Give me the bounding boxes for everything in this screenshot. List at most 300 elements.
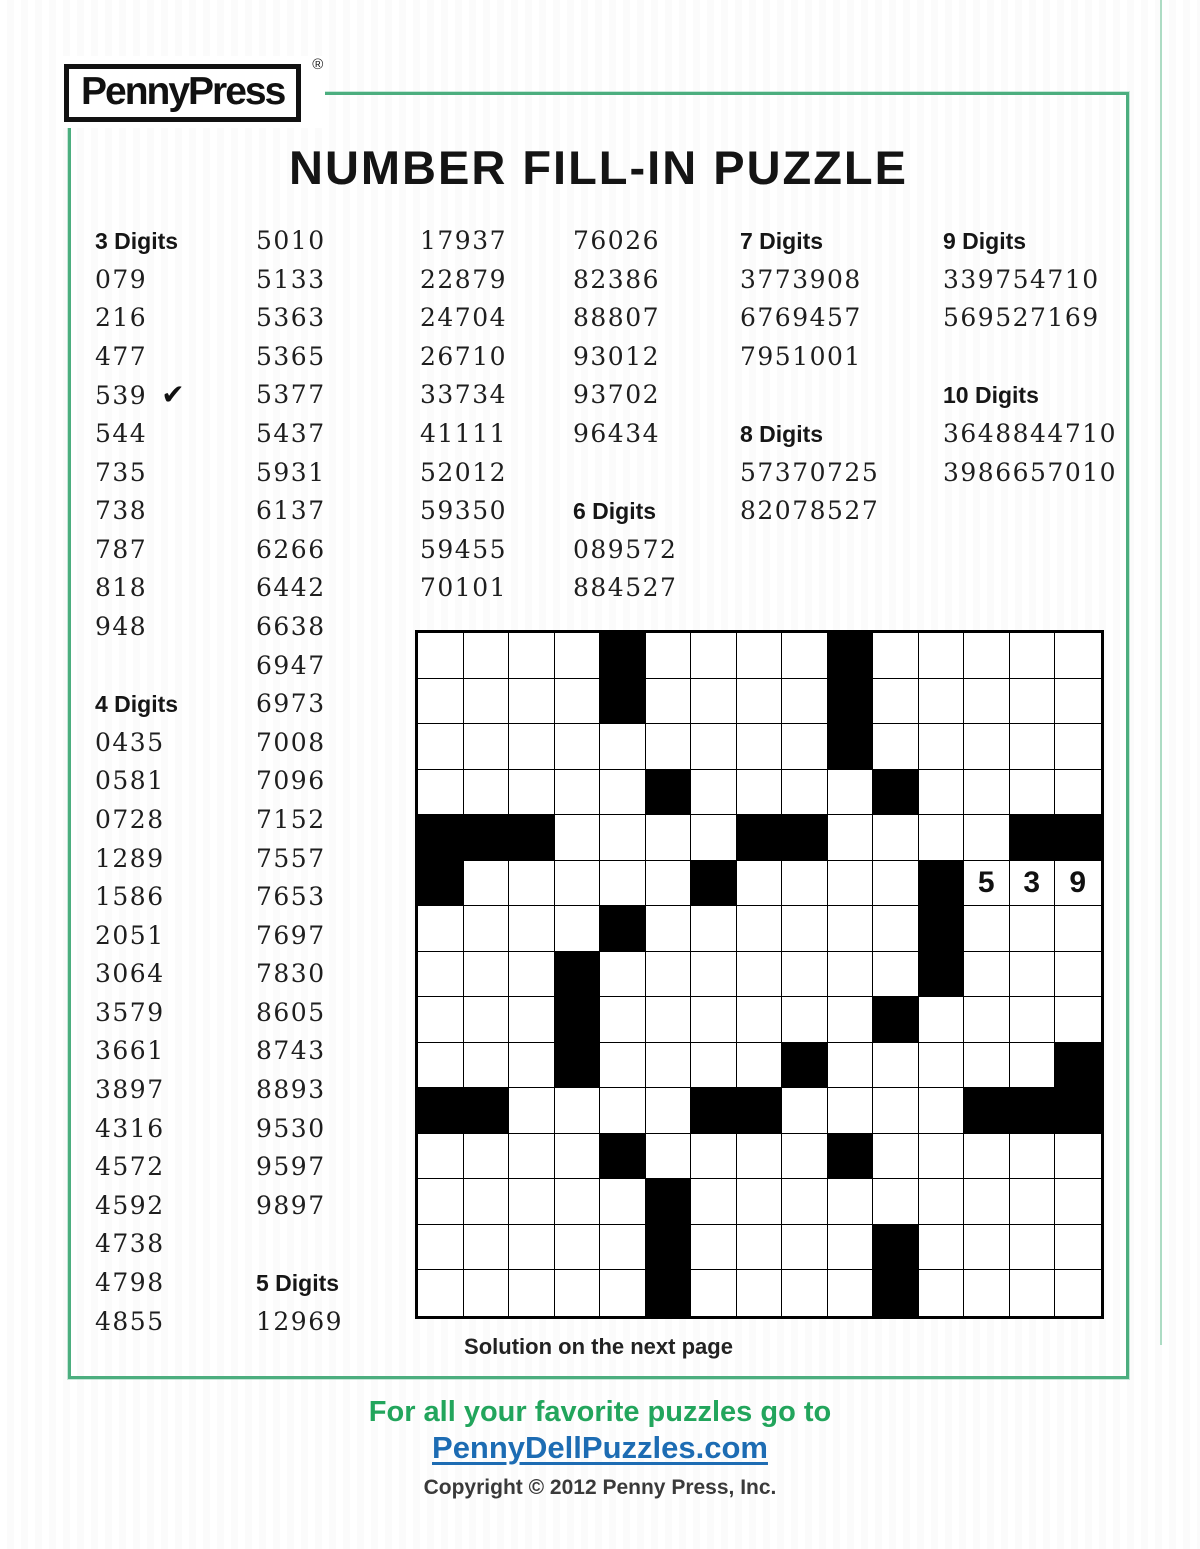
grid-cell[interactable]: [873, 861, 919, 907]
grid-cell[interactable]: [1055, 633, 1101, 679]
grid-cell[interactable]: [509, 1179, 555, 1225]
word-list-item: 818: [95, 573, 148, 603]
grid-cell[interactable]: [919, 1134, 965, 1180]
grid-cell[interactable]: [555, 1270, 601, 1316]
grid-cell[interactable]: [828, 815, 874, 861]
grid-cell[interactable]: [600, 997, 646, 1043]
grid-cell[interactable]: [964, 906, 1010, 952]
word-list-item: 3897: [95, 1075, 165, 1105]
grid-cell[interactable]: [737, 1134, 783, 1180]
grid-cell[interactable]: [691, 815, 737, 861]
grid-cell[interactable]: [1010, 906, 1056, 952]
grid-cell[interactable]: [555, 1088, 601, 1134]
word-list-item: 884527: [573, 573, 678, 603]
grid-cell[interactable]: [418, 952, 464, 998]
word-list-item: 26710: [420, 341, 508, 371]
word-list-item: 0728: [95, 804, 165, 834]
grid-black-cell: [873, 1225, 919, 1271]
grid-cell[interactable]: [828, 1179, 874, 1225]
grid-cell[interactable]: [964, 1179, 1010, 1225]
word-list-item: 3648844710: [943, 418, 1118, 448]
grid-black-cell: [737, 1088, 783, 1134]
grid-cell[interactable]: [919, 1088, 965, 1134]
word-list-item: 6947: [256, 650, 326, 680]
word-list-item: 5365: [256, 341, 326, 371]
grid-cell[interactable]: [1010, 952, 1056, 998]
grid-black-cell: [418, 1088, 464, 1134]
word-list-item: 9530: [256, 1113, 326, 1143]
word-list-item: 6266: [256, 534, 326, 564]
grid-cell[interactable]: [646, 724, 692, 770]
grid-cell[interactable]: [782, 724, 828, 770]
grid-cell[interactable]: [600, 1088, 646, 1134]
grid-cell[interactable]: [600, 770, 646, 816]
grid-black-cell: [600, 1134, 646, 1180]
grid-cell[interactable]: [555, 1179, 601, 1225]
grid-cell[interactable]: [418, 906, 464, 952]
grid-cell[interactable]: [1055, 1270, 1101, 1316]
word-list-item: 7697: [256, 920, 326, 950]
grid-cell[interactable]: [1055, 906, 1101, 952]
word-list-item: 787: [95, 534, 148, 564]
grid-cell[interactable]: [509, 1043, 555, 1089]
grid-black-cell: [873, 770, 919, 816]
grid-black-cell: [828, 724, 874, 770]
word-list-item: 5363: [256, 303, 326, 333]
word-list-item: 88807: [573, 303, 661, 333]
grid-cell[interactable]: [919, 1270, 965, 1316]
grid-cell[interactable]: [1055, 724, 1101, 770]
grid-cell[interactable]: [418, 633, 464, 679]
grid-cell[interactable]: [1010, 724, 1056, 770]
word-list-item: 4738: [95, 1229, 165, 1259]
grid-black-cell: [1055, 815, 1101, 861]
grid-cell[interactable]: [555, 1225, 601, 1271]
grid-cell[interactable]: [1055, 679, 1101, 725]
grid-cell[interactable]: [555, 633, 601, 679]
grid-cell[interactable]: [555, 1134, 601, 1180]
grid-black-cell: [600, 633, 646, 679]
grid-cell[interactable]: [828, 906, 874, 952]
word-list-item: 82078527: [740, 496, 880, 526]
grid-cell[interactable]: [1055, 997, 1101, 1043]
grid-cell[interactable]: [828, 997, 874, 1043]
grid-black-cell: [782, 1043, 828, 1089]
grid-cell[interactable]: [691, 952, 737, 998]
grid-cell[interactable]: [646, 952, 692, 998]
word-list-item: 2051: [95, 920, 165, 950]
word-list-item: 4855: [95, 1306, 165, 1336]
logo-text: PennyPress: [81, 70, 285, 113]
grid-cell[interactable]: [737, 906, 783, 952]
word-list-gap: [95, 647, 185, 686]
grid-cell[interactable]: [737, 952, 783, 998]
grid-black-cell: [919, 906, 965, 952]
grid-cell[interactable]: [782, 1225, 828, 1271]
grid-black-cell: [646, 1225, 692, 1271]
word-list-item: 22879: [420, 264, 508, 294]
grid-cell[interactable]: [691, 1134, 737, 1180]
grid-cell[interactable]: [964, 1270, 1010, 1316]
grid-cell[interactable]: [737, 679, 783, 725]
word-list-item: 0435: [95, 727, 165, 757]
word-list-column-6: [943, 222, 1117, 492]
word-list-item: 59350: [420, 496, 508, 526]
grid-cell[interactable]: [1010, 1270, 1056, 1316]
word-list-gap: [943, 338, 1117, 377]
grid-cell[interactable]: [418, 1225, 464, 1271]
grid-cell[interactable]: [691, 724, 737, 770]
word-list-item: 93012: [573, 341, 661, 371]
word-list-item: 52012: [420, 457, 508, 487]
word-list-item: 6442: [256, 573, 326, 603]
grid-black-cell: [828, 633, 874, 679]
grid-black-cell: [646, 1179, 692, 1225]
grid-cell[interactable]: [919, 997, 965, 1043]
word-list-item: 1289: [95, 843, 165, 873]
grid-cell[interactable]: [782, 770, 828, 816]
grid-cell[interactable]: [464, 633, 510, 679]
grid-cell[interactable]: [737, 997, 783, 1043]
grid-cell[interactable]: [418, 770, 464, 816]
word-list-item: 5133: [256, 264, 326, 294]
grid-cell[interactable]: [646, 815, 692, 861]
grid-cell[interactable]: [646, 679, 692, 725]
grid-cell[interactable]: [555, 815, 601, 861]
grid-cell[interactable]: [873, 815, 919, 861]
word-list-item: 216: [95, 303, 148, 333]
grid-cell[interactable]: [1010, 997, 1056, 1043]
grid-cell[interactable]: [964, 815, 1010, 861]
grid-black-cell: [418, 861, 464, 907]
grid-cell[interactable]: [600, 724, 646, 770]
word-list-item: 477: [95, 341, 148, 371]
copyright-text: Copyright © 2012 Penny Press, Inc.: [423, 1476, 777, 1499]
grid-cell[interactable]: [1055, 1225, 1101, 1271]
grid-cell[interactable]: [1010, 1179, 1056, 1225]
grid-cell[interactable]: [1055, 1134, 1101, 1180]
grid-cell[interactable]: [873, 1043, 919, 1089]
word-list-item: 7557: [256, 843, 326, 873]
word-list-item: 089572: [573, 534, 678, 564]
word-list-item: 93702: [573, 380, 661, 410]
grid-cell[interactable]: [691, 1225, 737, 1271]
grid-cell[interactable]: [691, 770, 737, 816]
grid-cell[interactable]: [964, 770, 1010, 816]
word-list-item: 3986657010: [943, 457, 1118, 487]
word-list-item: 8605: [256, 997, 326, 1027]
grid-cell[interactable]: [737, 1270, 783, 1316]
grid-cell[interactable]: [509, 1134, 555, 1180]
grid-cell[interactable]: [782, 1134, 828, 1180]
grid-black-cell: [919, 861, 965, 907]
grid-cell[interactable]: [600, 1179, 646, 1225]
word-list-item: 4592: [95, 1190, 165, 1220]
grid-cell[interactable]: [873, 679, 919, 725]
grid-cell[interactable]: [464, 1043, 510, 1089]
grid-cell[interactable]: [919, 679, 965, 725]
grid-cell[interactable]: [737, 1225, 783, 1271]
grid-cell[interactable]: [464, 1134, 510, 1180]
grid-cell[interactable]: [737, 861, 783, 907]
grid-cell[interactable]: [1055, 1179, 1101, 1225]
grid-cell[interactable]: [691, 633, 737, 679]
grid-cell[interactable]: [828, 952, 874, 998]
grid-cell[interactable]: [919, 1043, 965, 1089]
grid-cell[interactable]: [464, 770, 510, 816]
word-list-item: 96434: [573, 418, 661, 448]
word-list-item: 079: [95, 264, 148, 294]
grid-cell[interactable]: [509, 1270, 555, 1316]
grid-cell[interactable]: [964, 633, 1010, 679]
grid-cell[interactable]: [464, 724, 510, 770]
grid-cell[interactable]: [737, 770, 783, 816]
grid-cell[interactable]: [873, 906, 919, 952]
word-list-item: 59455: [420, 534, 508, 564]
grid-cell[interactable]: [464, 1270, 510, 1316]
word-list-column-2: [256, 222, 343, 1341]
grid-cell[interactable]: [600, 1270, 646, 1316]
grid-cell[interactable]: [782, 1088, 828, 1134]
grid-cell[interactable]: [691, 906, 737, 952]
grid-cell[interactable]: [418, 1043, 464, 1089]
grid-cell[interactable]: [782, 679, 828, 725]
grid-cell[interactable]: [919, 633, 965, 679]
word-list-gap: [573, 454, 677, 493]
grid-cell[interactable]: [737, 724, 783, 770]
grid-cell[interactable]: [1010, 1225, 1056, 1271]
grid-cell[interactable]: [1010, 1134, 1056, 1180]
word-list-gap: [740, 376, 879, 415]
grid-black-cell: [828, 679, 874, 725]
grid-cell[interactable]: [964, 1225, 1010, 1271]
grid-cell[interactable]: [691, 679, 737, 725]
grid-cell[interactable]: [964, 997, 1010, 1043]
word-list-item: 7152: [256, 804, 326, 834]
grid-cell[interactable]: [964, 679, 1010, 725]
word-list-item: 5010: [256, 226, 326, 255]
grid-cell-prefilled[interactable]: 9: [1055, 861, 1101, 907]
word-list-item: 70101: [420, 573, 508, 603]
grid-cell[interactable]: [646, 861, 692, 907]
word-list-column-1: [95, 222, 185, 1341]
grid-cell-prefilled[interactable]: 3: [1010, 861, 1056, 907]
grid-black-cell: [782, 815, 828, 861]
word-list-item: 3579: [95, 997, 165, 1027]
word-list-item: 0581: [95, 766, 165, 796]
grid-cell[interactable]: [737, 633, 783, 679]
grid-cell[interactable]: [782, 997, 828, 1043]
grid-black-cell: [964, 1088, 1010, 1134]
grid-cell[interactable]: [464, 997, 510, 1043]
grid-cell[interactable]: [782, 1179, 828, 1225]
grid-cell[interactable]: [509, 1088, 555, 1134]
word-list-item: 5931: [256, 457, 326, 487]
grid-cell[interactable]: [646, 1043, 692, 1089]
grid-cell[interactable]: [873, 1134, 919, 1180]
grid-cell[interactable]: [509, 906, 555, 952]
word-list-item: 7008: [256, 727, 326, 757]
grid-black-cell: [1010, 1088, 1056, 1134]
grid-cell[interactable]: [418, 1134, 464, 1180]
word-list-item: 6973: [256, 689, 326, 719]
grid-cell[interactable]: [418, 724, 464, 770]
grid-cell[interactable]: [873, 724, 919, 770]
grid-cell[interactable]: [464, 1225, 510, 1271]
grid-cell[interactable]: [691, 997, 737, 1043]
word-list-item: 57370725: [740, 457, 880, 487]
grid-cell[interactable]: [509, 997, 555, 1043]
word-list-item: 3661: [95, 1036, 165, 1066]
grid-cell[interactable]: [509, 770, 555, 816]
word-list-column-3: [420, 222, 507, 608]
grid-black-cell: [873, 997, 919, 1043]
grid-cell[interactable]: [646, 906, 692, 952]
grid-cell[interactable]: [873, 952, 919, 998]
grid-cell[interactable]: [828, 1043, 874, 1089]
grid-cell[interactable]: [600, 952, 646, 998]
grid-black-cell: [555, 997, 601, 1043]
word-list-item: 1586: [95, 882, 165, 912]
grid-cell[interactable]: [509, 1225, 555, 1271]
grid-black-cell: [464, 815, 510, 861]
grid-cell[interactable]: [418, 997, 464, 1043]
pennypress-logo: [56, 56, 325, 128]
grid-cell[interactable]: [737, 1179, 783, 1225]
word-list-column-4: [573, 222, 677, 608]
grid-cell[interactable]: [509, 952, 555, 998]
grid-cell[interactable]: [464, 906, 510, 952]
grid-black-cell: [509, 815, 555, 861]
grid-cell[interactable]: [737, 1043, 783, 1089]
grid-cell[interactable]: [919, 770, 965, 816]
grid-cell[interactable]: [964, 1134, 1010, 1180]
word-list-item: 4798: [95, 1268, 165, 1298]
grid-cell[interactable]: [1055, 952, 1101, 998]
grid-cell[interactable]: [828, 770, 874, 816]
grid-cell[interactable]: [555, 770, 601, 816]
grid-cell[interactable]: [828, 1088, 874, 1134]
grid-cell[interactable]: [646, 1088, 692, 1134]
grid-cell[interactable]: [464, 1179, 510, 1225]
grid-cell[interactable]: [782, 633, 828, 679]
grid-black-cell: [646, 770, 692, 816]
grid-cell[interactable]: [1010, 1043, 1056, 1089]
grid-cell[interactable]: [509, 724, 555, 770]
grid-cell[interactable]: [509, 633, 555, 679]
grid-cell[interactable]: [782, 861, 828, 907]
grid-cell[interactable]: [600, 861, 646, 907]
grid-cell[interactable]: [828, 1225, 874, 1271]
checkmark-icon: ✔: [161, 378, 185, 412]
grid-cell[interactable]: [418, 679, 464, 725]
grid-cell[interactable]: [555, 679, 601, 725]
grid-cell[interactable]: [873, 1088, 919, 1134]
word-list-item: 6638: [256, 611, 326, 641]
grid-cell[interactable]: [646, 997, 692, 1043]
grid-cell[interactable]: [555, 861, 601, 907]
grid-cell[interactable]: [964, 724, 1010, 770]
grid-cell[interactable]: [873, 1179, 919, 1225]
word-list-item: 82386: [573, 264, 661, 294]
grid-cell[interactable]: [464, 679, 510, 725]
grid-cell[interactable]: [828, 861, 874, 907]
grid-cell[interactable]: [646, 1134, 692, 1180]
word-list-item: 539 ✔: [95, 378, 185, 412]
grid-cell[interactable]: [873, 633, 919, 679]
grid-cell[interactable]: [964, 952, 1010, 998]
grid-cell[interactable]: [1010, 633, 1056, 679]
word-list-item: 9597: [256, 1152, 326, 1182]
word-list-item: 948: [95, 611, 148, 641]
grid-cell[interactable]: [600, 1043, 646, 1089]
word-list-item: 8893: [256, 1075, 326, 1105]
grid-cell-prefilled[interactable]: 5: [964, 861, 1010, 907]
grid-cell[interactable]: [691, 1043, 737, 1089]
grid-cell[interactable]: [964, 1043, 1010, 1089]
grid-cell[interactable]: [828, 1270, 874, 1316]
word-list-item: 76026: [573, 226, 661, 255]
grid-cell[interactable]: [509, 861, 555, 907]
grid-cell[interactable]: [919, 815, 965, 861]
grid-cell[interactable]: [782, 952, 828, 998]
grid-black-cell: [828, 1134, 874, 1180]
pennydellpuzzles-link[interactable]: PennyDellPuzzles.com: [432, 1430, 768, 1465]
grid-cell[interactable]: [919, 1179, 965, 1225]
word-list-item: 9897: [256, 1190, 326, 1220]
word-list-header: 7 Digits: [740, 228, 824, 254]
footer: [0, 1396, 1200, 1500]
word-list-item: 6137: [256, 496, 326, 526]
grid-cell[interactable]: [555, 906, 601, 952]
grid-cell[interactable]: [691, 1179, 737, 1225]
page-title: NUMBER FILL-IN PUZZLE: [289, 141, 908, 194]
grid-cell[interactable]: [919, 724, 965, 770]
grid-cell[interactable]: [600, 1225, 646, 1271]
grid-cell[interactable]: [919, 1225, 965, 1271]
word-list-item: 7096: [256, 766, 326, 796]
grid-cell[interactable]: [782, 1270, 828, 1316]
registered-trademark: ®: [312, 56, 324, 73]
grid-cell[interactable]: [646, 633, 692, 679]
grid-cell[interactable]: [1010, 679, 1056, 725]
word-list-item: 7951001: [740, 341, 862, 371]
grid-black-cell: [691, 1088, 737, 1134]
grid-cell[interactable]: [418, 1179, 464, 1225]
word-list-header: 8 Digits: [740, 420, 824, 447]
grid-black-cell: [873, 1270, 919, 1316]
solution-note: Solution on the next page: [464, 1334, 733, 1359]
word-list-item: 24704: [420, 303, 508, 333]
grid-cell[interactable]: [464, 861, 510, 907]
grid-cell[interactable]: [691, 1270, 737, 1316]
grid-cell[interactable]: [600, 815, 646, 861]
grid-cell[interactable]: [782, 906, 828, 952]
grid-cell[interactable]: [509, 679, 555, 725]
fill-in-grid: [415, 630, 1104, 1319]
grid-cell[interactable]: [1010, 770, 1056, 816]
grid-black-cell: [1055, 1088, 1101, 1134]
grid-cell[interactable]: [464, 952, 510, 998]
grid-cell[interactable]: [555, 724, 601, 770]
grid-black-cell: [464, 1088, 510, 1134]
grid-black-cell: [646, 1270, 692, 1316]
word-list-header: 10 Digits: [943, 382, 1039, 409]
grid-cell[interactable]: [418, 1270, 464, 1316]
word-list-item: 544: [95, 418, 148, 448]
grid-cell[interactable]: [1055, 770, 1101, 816]
word-list-item: 41111: [420, 418, 508, 448]
